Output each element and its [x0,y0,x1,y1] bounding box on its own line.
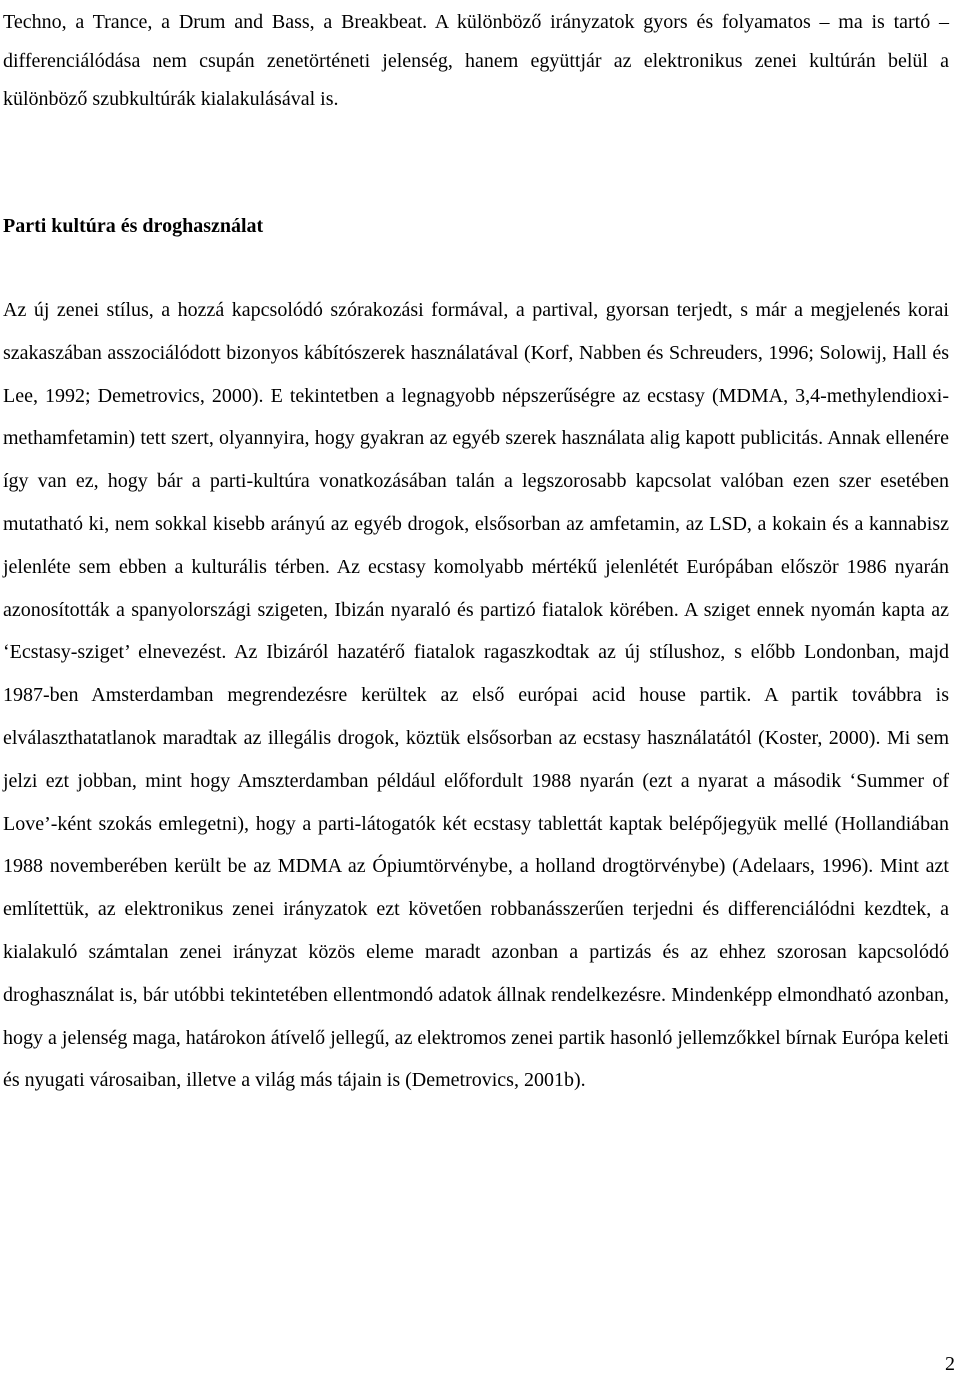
section-heading: Parti kultúra és droghasználat [3,215,264,237]
page-number: 2 [945,1353,955,1375]
body-paragraph: Az új zenei stílus, a hozzá kapcsolódó szórakozási formával, a partival, gyorsan terjedt, s már a megjelenés korai szakaszában asszociálódott bizonyos kábítószerek használatával (Korf, Nabben és Schreuders, 1996; Solowij, Hall és Lee, 1992; Demetrovics, 2000). E tekintetben a legnagyobb népszerűségre az ecstasy (MDMA, 3,4-methylendioxi-methamfetamin) tett szert, olyannyira, hogy gyakran az egyéb szerek használata alig kapott publicitás. Annak ellenére így van ez, hogy bár a parti-kultúra vonatkozásában talán a legszorosabb kapcsolat valóban ezen szer esetében mutatható ki, nem sokkal kisebb arányú az egyéb drogok, elsősorban az amfetamin, az LSD, a kokain és a kannabisz jelenléte sem ebben a kulturális térben. Az ecstasy komolyabb mértékű jelenlétét Európában először 1986 nyarán azonosították a spanyolországi szigeten, Ibizán nyaraló és partizó fiatalok körében. A sziget ennek nyomán kapta az ‘Ecstasy-sziget’ elnevezést. Az Ibizáról hazatérő fiatalok ragaszkodtak az új stílushoz, s előbb Londonban, majd 1987-ben Amsterdamban megrendezésre kerültek az első európai acid house partik. A partik továbbra is elválaszthatatlanok maradtak az illegális drogok, köztük elsősorban az ecstasy használatától (Koster, 2000). Mi sem jelzi ezt jobban, mint hogy Amszterdamban például előfordult 1988 nyarán (ezt a nyarat a második ‘Summer of Love’-ként szokás emlegetni), hogy a parti-látogatók két ecstasy tablettát kaptak belépőjegyük mellé (Hollandiában 1988 novemberében került be az MDMA az Ópiumtörvénybe, a holland drogtörvénybe) (Adelaars, 1996). Mint azt említettük, az elektronikus zenei irányzatok ezt követően robbanásszerűen terjedni és differenciálódni kezdtek, a kialakuló számtalan zenei irányzat közös eleme maradt azonban a partizás és az ehhez szorosan kapcsolódó droghasználat is, bár utóbbi tekintetében ellentmondó adatok állnak rendelkezésre. Mindenképp elmondható azonban, hogy a jelenség maga, határokon átívelő jellegű, az elektromos zenei partik hasonló jellemzőkkel bírnak Európa keleti és nyugati városaiban, illetve a világ más tájain is (Demetrovics, 2001b). [3,299,949,1092]
intro-paragraph: Techno, a Trance, a Drum and Bass, a Breakbeat. A különböző irányzatok gyors és folyamatos – ma is tartó – differenciálódása nem csupán zenetörténeti jelenség, hanem együttjár az elektronikus zenei kultúrán belül a különböző szubkultúrák kialakulásával is. [3,11,949,110]
